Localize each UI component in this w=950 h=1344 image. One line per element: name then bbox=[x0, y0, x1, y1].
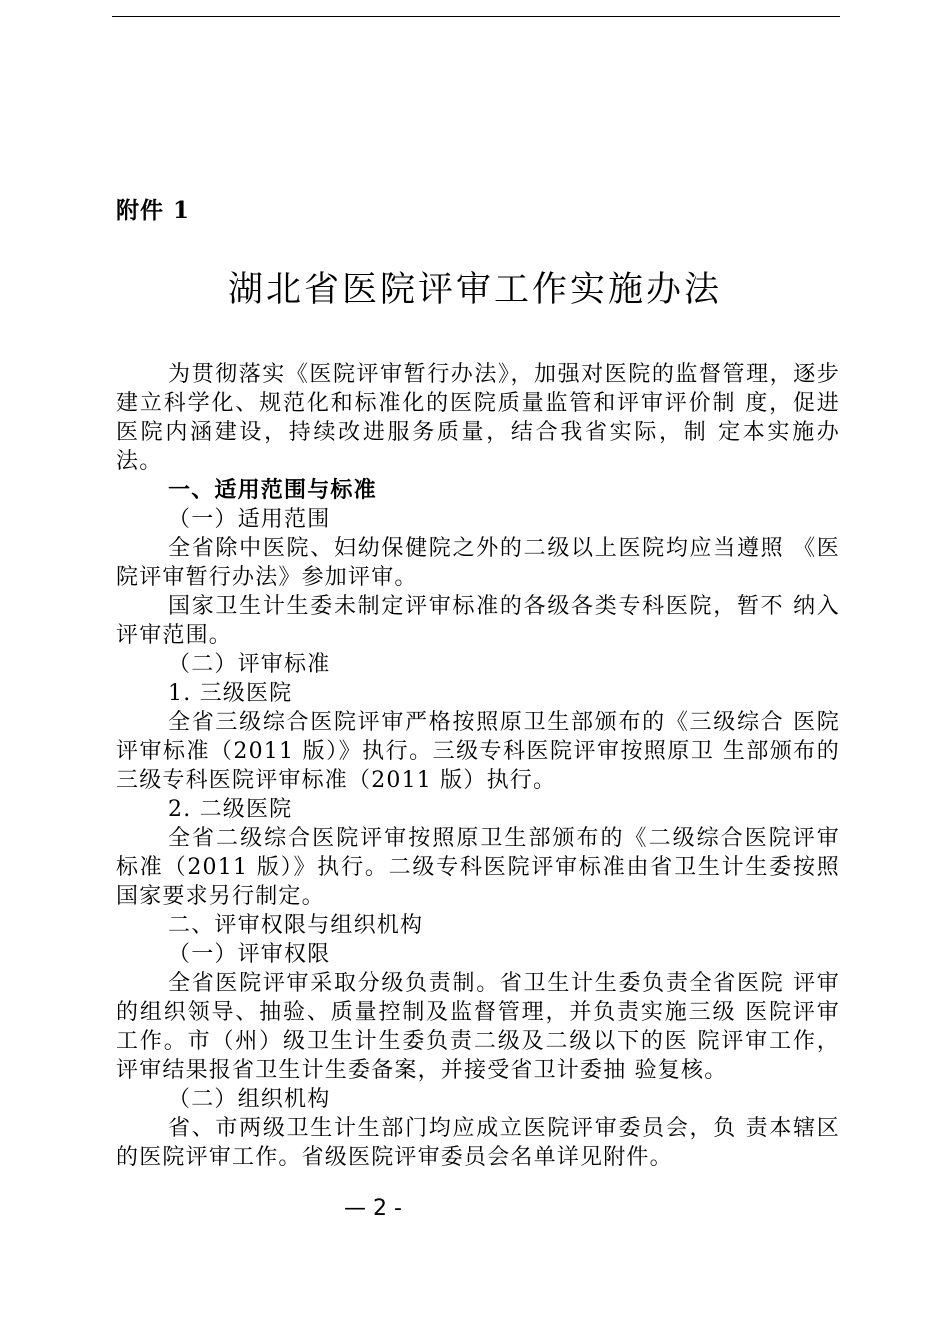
header-rule bbox=[112, 16, 840, 17]
body-paragraph: 全省二级综合医院评审按照原卫生部颁布的《二级综合医院评审标准（2011 版）》执行。二级专科医院评审标准由省卫生计生委按照国家要求另行制定。 bbox=[116, 826, 840, 909]
body-paragraph: 全省三级综合医院评审严格按照原卫生部颁布的《三级综合 医院评审标准（2011 版）》执行。三级专科医院评审按照原卫 生部颁布的三级专科医院评审标准（2011 版）执行。 bbox=[116, 710, 840, 793]
subsection-heading: （二）评审标准 bbox=[168, 652, 331, 677]
subsection-heading: （一）适用范围 bbox=[168, 507, 331, 532]
body-paragraph: 全省医院评审采取分级负责制。省卫生计生委负责全省医院 评审的组织领导、抽验、质量控制及监督管理，并负责实施三级 医院评审工作。市（州）级卫生计生委负责二级及二级以下的医 院评审工作，评审结果报省卫生计生委备案，并接受省卫计委抽 验复核。 bbox=[116, 971, 840, 1083]
page-number: — 2 - bbox=[344, 1196, 402, 1221]
item-heading: 2. 二级医院 bbox=[168, 797, 293, 822]
section-heading: 二、评审权限与组织机构 bbox=[168, 913, 424, 938]
body-paragraph: 省、市两级卫生计生部门均应成立医院评审委员会，负 责本辖区的医院评审工作。省级医院评审委员会名单详见附件。 bbox=[116, 1116, 840, 1170]
body-paragraph: 全省除中医院、妇幼保健院之外的二级以上医院均应当遵照 《医院评审暂行办法》参加评审。 bbox=[116, 536, 840, 590]
body-paragraph: 国家卫生计生委未制定评审标准的各级各类专科医院，暂不 纳入评审范围。 bbox=[116, 594, 840, 648]
attachment-label: 附件 1 bbox=[116, 197, 191, 224]
document-body bbox=[116, 360, 840, 1172]
subsection-heading: （二）组织机构 bbox=[168, 1087, 331, 1112]
section-heading: 一、适用范围与标准 bbox=[168, 477, 377, 503]
subsection-heading: （一）评审权限 bbox=[168, 942, 331, 967]
document-title: 湖北省医院评审工作实施办法 bbox=[227, 270, 722, 310]
intro-paragraph: 为贯彻落实《医院评审暂行办法》，加强对医院的监督管理，逐步建立科学化、规范化和标准化的医院质量监管和评审评价制 度，促进医院内涵建设，持续改进服务质量，结合我省实际，制 定本实施办法。 bbox=[116, 362, 840, 474]
item-heading: 1. 三级医院 bbox=[168, 681, 293, 706]
